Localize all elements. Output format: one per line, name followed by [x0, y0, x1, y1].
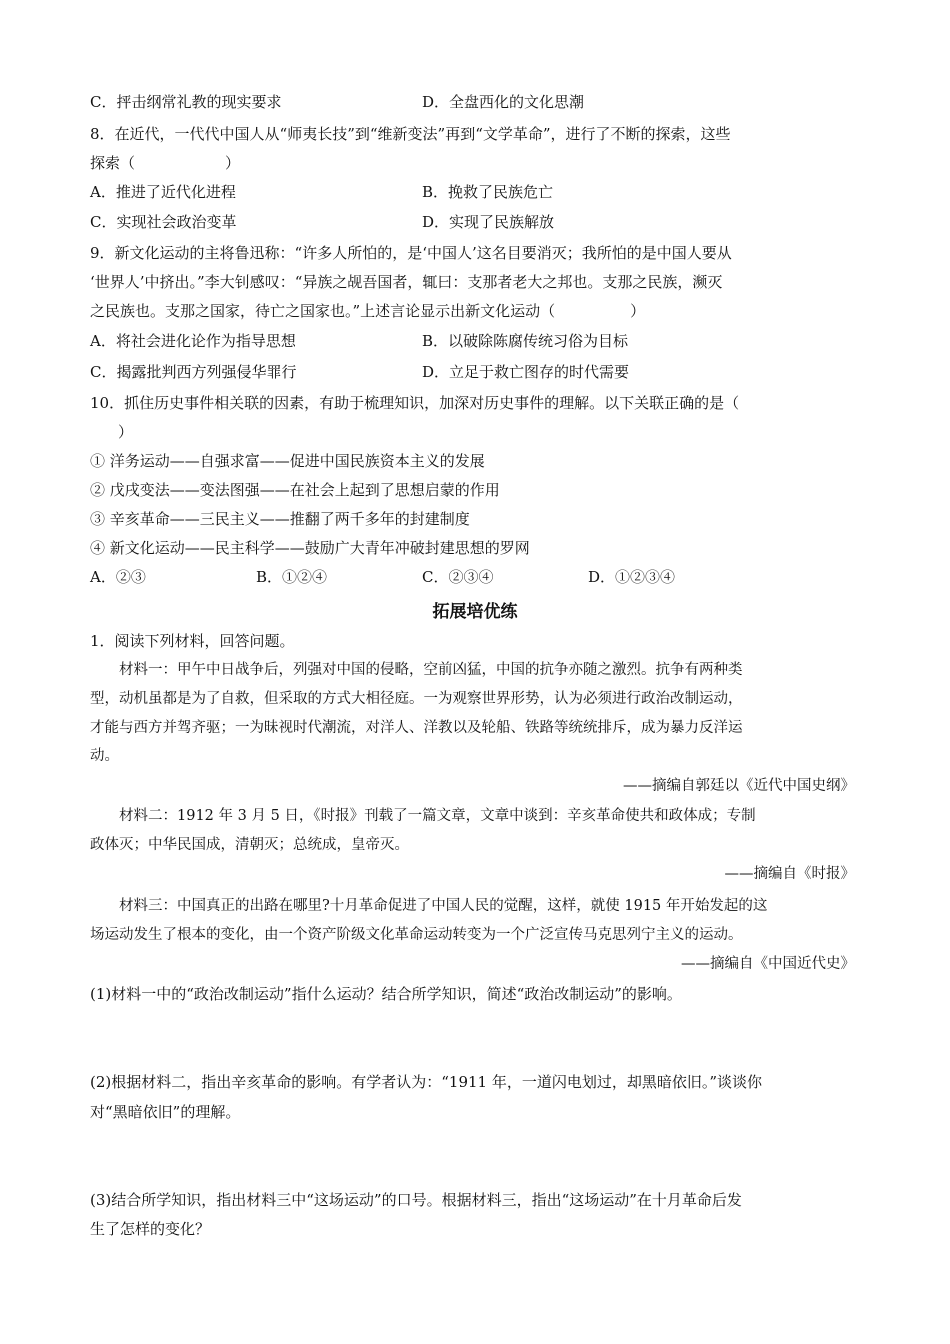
q8-option-c: C．实现社会政治变革: [90, 213, 237, 231]
material-3-line2: 场运动发生了根本的变化，由一个资产阶级文化革命运动转变为一个广泛宣传马克思列宁主义的运动。: [90, 927, 743, 943]
sub-question-2-line1: (2)根据材料二，指出辛亥革命的影响。有学者认为：“1911 年，一道闪电划过，却黑暗依旧。”谈谈你: [90, 1073, 763, 1091]
q8-stem-line2: 探索（ ）: [90, 154, 241, 172]
q10-stem-line1: 10．抓住历史事件相关联的因素，有助于梳理知识，加深对历史事件的理解。以下关联正确的是（: [90, 394, 740, 412]
material-3-line1: 材料三：中国真正的出路在哪里?十月革命促进了中国人民的觉醒，这样，就使 1915 年开始发起的这: [119, 898, 768, 914]
q9-option-d: D．立足于救亡图存的时代需要: [422, 363, 630, 381]
q10-item-2: ② 戊戌变法——变法图强——在社会上起到了思想启蒙的作用: [90, 481, 500, 499]
q10-stem-line2: ）: [118, 423, 134, 441]
material-1-line1: 材料一：甲午中日战争后，列强对中国的侵略，空前凶猛，中国的抗争亦随之激烈。抗争有两种类: [119, 662, 743, 678]
material-1-line4: 动。: [90, 748, 119, 764]
q9-option-c: C．揭露批判西方列强侵华罪行: [90, 363, 297, 381]
material-1-line3: 才能与西方并驾齐驱；一为昧视时代潮流，对洋人、洋教以及轮船、铁路等统统排斥，成为暴力反洋运: [90, 720, 743, 736]
q7-option-c: C．抨击纲常礼教的现实要求: [90, 93, 282, 111]
sub-question-1: (1)材料一中的“政治改制运动”指什么运动？结合所学知识，简述“政治改制运动”的影响。: [90, 985, 682, 1003]
q10-option-a: A．②③: [90, 568, 146, 586]
q10-option-d: D．①②③④: [588, 568, 676, 586]
material-1-line2: 型，动机虽都是为了自救，但采取的方式大相径庭。一为观察世界形势，认为必须进行政治改制运动，: [90, 691, 743, 707]
q10-item-1: ① 洋务运动——自强求富——促进中国民族资本主义的发展: [90, 452, 485, 470]
q10-option-c: C．②③④: [422, 568, 494, 586]
q7-option-d: D．全盘西化的文化思潮: [422, 93, 585, 111]
sub-question-2-line2: 对“黑暗依旧”的理解。: [90, 1103, 241, 1121]
q8-option-d: D．实现了民族解放: [422, 213, 555, 231]
material-3-source: ——摘编自《中国近代史》: [681, 956, 855, 972]
q8-option-b: B．挽救了民族危亡: [422, 183, 554, 201]
q10-option-b: B．①②④: [256, 568, 328, 586]
q9-stem-line2: ‘世界人’中挤出。”李大钊感叹：“异族之觇吾国者，辄曰：支那者老大之邦也。支那之民族，濒灭: [90, 273, 723, 291]
sub-question-3-line2: 生了怎样的变化？: [90, 1220, 211, 1238]
section-title: 拓展培优练: [432, 602, 518, 622]
q9-option-a: A．将社会进化论作为指导思想: [90, 332, 296, 350]
material-2-line1: 材料二：1912 年 3 月 5 日，《时报》刊载了一篇文章，文章中谈到：辛亥革命使共和政体成；专制: [119, 808, 756, 824]
sub-question-3-line1: (3)结合所学知识，指出材料三中“这场运动”的口号。根据材料三，指出“这场运动”在十月革命后发: [90, 1191, 742, 1209]
q9-option-b: B．以破除陈腐传统习俗为目标: [422, 332, 629, 350]
q10-item-3: ③ 辛亥革命——三民主义——推翻了两千多年的封建制度: [90, 510, 470, 528]
q9-stem-line3: 之民族也。支那之国家，待亡之国家也。”上述言论显示出新文化运动（ ）: [90, 302, 646, 320]
q8-option-a: A．推进了近代化进程: [90, 183, 236, 201]
q9-stem-line1: 9．新文化运动的主将鲁迅称：“许多人所怕的，是‘中国人’这名目要消灭；我所怕的是中国人要从: [90, 244, 732, 262]
q8-stem-line1: 8．在近代，一代代中国人从“师夷长技”到“维新变法”再到“文学革命”，进行了不断的探索，这些: [90, 125, 731, 143]
q10-item-4: ④ 新文化运动——民主科学——鼓励广大青年冲破封建思想的罗网: [90, 539, 530, 557]
ext-q1-stem: 1．阅读下列材料，回答问题。: [90, 632, 295, 650]
material-2-source: ——摘编自《时报》: [724, 866, 855, 882]
material-1-source: ——摘编自郭廷以《近代中国史纲》: [623, 778, 855, 794]
material-2-line2: 政体灭；中华民国成，清朝灭；总统成，皇帝灭。: [90, 837, 409, 853]
